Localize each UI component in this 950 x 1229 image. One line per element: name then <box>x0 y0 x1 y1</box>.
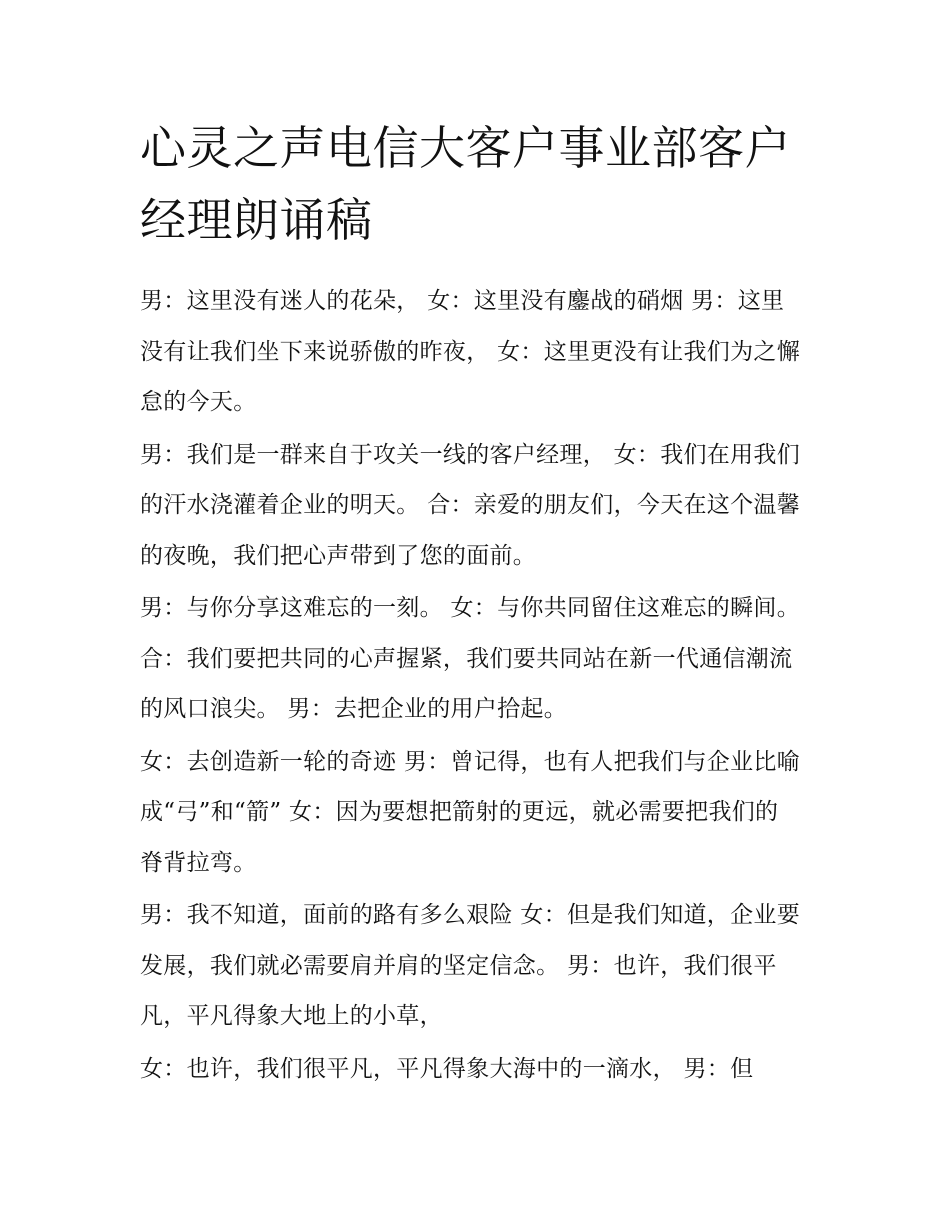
document-title: 心灵之声电信大客户事业部客户经理朗诵稿 <box>140 121 791 247</box>
document-page <box>140 112 800 1096</box>
paragraph-1: 男：这里没有迷人的花朵， 女：这里没有鏖战的硝烟 男：这里没有让我们坐下来说骄傲的昨夜， 女：这里更没有让我们为之懈怠的今天。 <box>140 288 801 415</box>
paragraph-4: 女：去创造新一轮的奇迹 男：曾记得，也有人把我们与企业比喻成“弓”和“箭” 女：因为要想把箭射的更远，就必需要把我们的脊背拉弯。 <box>140 748 801 876</box>
paragraph-2: 男：我们是一群来自于攻关一线的客户经理， 女：我们在用我们的汗水浇灌着企业的明天。 合：亲爱的朋友们，今天在这个温馨的夜晚，我们把心声带到了您的面前。 <box>140 441 801 569</box>
paragraph-6: 女：也许，我们很平凡，平凡得象大海中的一滴水， 男：但 <box>140 1055 754 1082</box>
paragraph-3: 男：与你分享这难忘的一刻。 女：与你共同留住这难忘的瞬间。 合：我们要把共同的心声握紧，我们要共同站在新一代通信潮流的风口浪尖。 男：去把企业的用户拾起。 <box>140 595 801 722</box>
paragraph-5: 男：我不知道，面前的路有多么艰险 女：但是我们知道，企业要发展，我们就必需要肩并肩的坚定信念。 男：也许，我们很平凡，平凡得象大地上的小草， <box>140 902 801 1029</box>
